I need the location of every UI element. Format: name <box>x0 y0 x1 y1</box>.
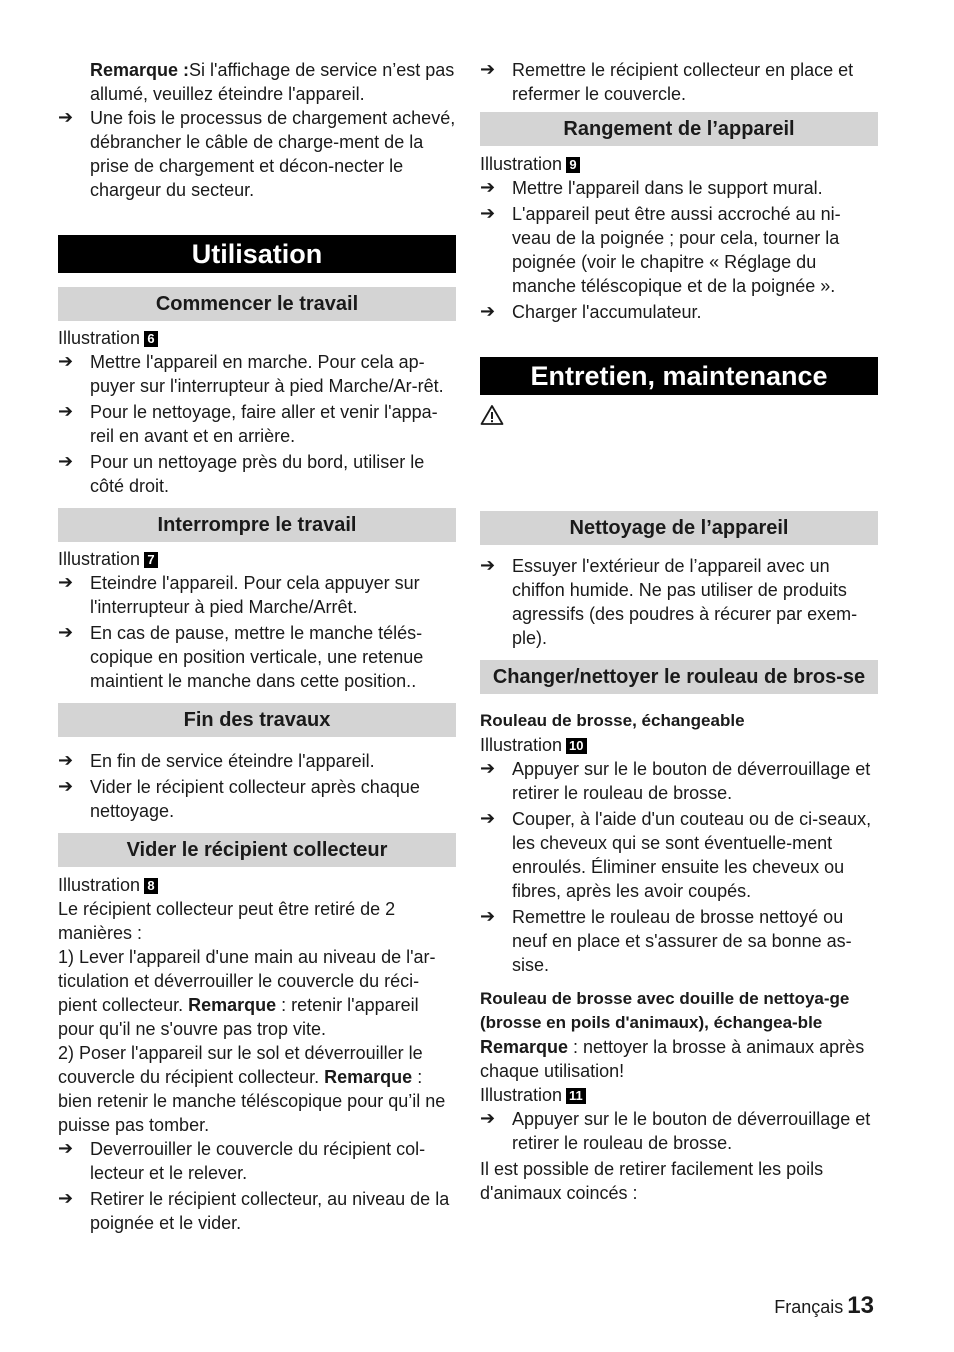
arrow-right-icon: ➔ <box>480 301 496 322</box>
left-column <box>58 58 456 1237</box>
list-item: ➔ Vider le récipient collecteur après chaque nettoyage. <box>58 776 420 821</box>
heading-rangement: Rangement de l’appareil <box>480 112 878 146</box>
arrow-right-icon: ➔ <box>58 750 74 771</box>
illustration-ref: Illustration 9 <box>480 152 878 176</box>
list-item: ➔ En fin de service éteindre l'appareil. <box>58 750 375 771</box>
heading-changer: Changer/nettoyer le rouleau de bros-se <box>480 660 878 694</box>
heading-commencer: Commencer le travail <box>58 287 456 321</box>
list-item: ➔ Appuyer sur le le bouton de déverrouillage et retirer le rouleau de brosse. <box>480 1108 871 1153</box>
illustration-ref: Illustration 10 <box>480 733 878 757</box>
arrow-right-icon: ➔ <box>58 1188 74 1209</box>
step-paragraph: 2) Poser l'appareil sur le sol et déverrouiller le couvercle du récipient collecteur. Remarque : bien retenir le manche téléscopique pour qu’il ne puisse pas tomber. <box>58 1043 446 1135</box>
list-item: ➔ En cas de pause, mettre le manche télés-copique en position verticale, une retenue maintient le manche dans cette position.. <box>58 622 424 691</box>
arrow-right-icon: ➔ <box>480 906 496 927</box>
list-item: ➔ Charger l'accumulateur. <box>480 301 702 322</box>
list-item: ➔ Mettre l'appareil en marche. Pour cela ap-puyer sur l'interrupteur à pied Marche/Ar-rêt. <box>58 351 444 396</box>
arrow-right-icon: ➔ <box>480 758 496 779</box>
arrow-right-icon: ➔ <box>58 107 74 128</box>
arrow-right-icon: ➔ <box>58 622 74 643</box>
illustration-number: 6 <box>144 331 158 347</box>
illustration-ref: Illustration 7 <box>58 547 456 571</box>
arrow-right-icon: ➔ <box>480 203 496 224</box>
remarque-paragraph: Remarque : nettoyer la brosse à animaux après chaque utilisation! <box>480 1037 865 1081</box>
illustration-number: 7 <box>144 552 158 568</box>
heading-nettoyage: Nettoyage de l’appareil <box>480 511 878 545</box>
arrow-right-icon: ➔ <box>480 59 496 80</box>
list-item: ➔ Pour le nettoyage, faire aller et venir l'appa-reil en avant et en arrière. <box>58 401 438 446</box>
illustration-number: 8 <box>144 878 158 894</box>
list-item: ➔ Couper, à l'aide d'un couteau ou de ci-seaux, les cheveux qui se sont éventuelle-ment enroulés. Éliminer ensuite les cheveux ou fibres, après les avoir coupés. <box>480 808 872 901</box>
section-title-entretien: Entretien, maintenance <box>480 357 878 395</box>
arrow-right-icon: ➔ <box>58 1138 74 1159</box>
list-item: ➔ Deverrouiller le couvercle du récipient col-lecteur et le relever. <box>58 1138 426 1183</box>
heading-fin: Fin des travaux <box>58 703 456 737</box>
list-item: ➔ Pour un nettoyage près du bord, utiliser le côté droit. <box>58 451 425 496</box>
illustration-ref: Illustration 11 <box>480 1083 878 1107</box>
arrow-right-icon: ➔ <box>58 451 74 472</box>
illustration-ref: Illustration 6 <box>58 326 456 350</box>
page-number: 13 <box>847 1292 874 1319</box>
arrow-right-icon: ➔ <box>58 351 74 372</box>
list-item: ➔ Appuyer sur le le bouton de déverrouillage et retirer le rouleau de brosse. <box>480 758 871 803</box>
subheading-rouleau: Rouleau de brosse, échangeable <box>480 711 745 730</box>
right-column <box>480 58 878 1205</box>
list-item: ➔ Mettre l'appareil dans le support mural. <box>480 177 823 198</box>
outro-paragraph: Il est possible de retirer facilement les poils d'animaux coincés : <box>480 1159 824 1203</box>
illustration-number: 9 <box>566 157 580 173</box>
section-title-utilisation: Utilisation <box>58 235 456 273</box>
list-item: ➔ Remettre le rouleau de brosse nettoyé ou neuf en place et s'assurer de sa bonne as-sise. <box>480 906 852 975</box>
arrow-right-icon: ➔ <box>58 572 74 593</box>
illustration-number: 11 <box>566 1088 586 1104</box>
illustration-ref: Illustration 8 <box>58 873 456 897</box>
intro-paragraph: Le récipient collecteur peut être retiré de 2 manières : <box>58 899 396 943</box>
list-item: ➔ Retirer le récipient collecteur, au niveau de la poignée et le vider. <box>58 1188 450 1233</box>
step-paragraph: 1) Lever l'appareil d'une main au niveau de l'ar-ticulation et déverrouiller le couvercle du réci-pient collecteur. Remarque : retenir l'appareil pour qu'il ne s'ouvre pas trop vite. <box>58 947 436 1039</box>
arrow-right-icon: ➔ <box>58 401 74 422</box>
arrow-right-icon: ➔ <box>480 555 496 576</box>
arrow-right-icon: ➔ <box>58 776 74 797</box>
arrow-right-icon: ➔ <box>480 177 496 198</box>
remarque-paragraph <box>58 58 456 106</box>
arrow-right-icon: ➔ <box>480 1108 496 1129</box>
list-item: ➔ Eteindre l'appareil. Pour cela appuyer sur l'interrupteur à pied Marche/Arrêt. <box>58 572 420 617</box>
warning-triangle-icon <box>480 404 504 426</box>
subheading-rouleau-animaux: Rouleau de brosse avec douille de nettoya-ge (brosse en poils d'animaux), échangea-ble <box>480 989 850 1032</box>
remarque-text: Si l'affichage de service n’est pas allumé, veuillez éteindre l'appareil. <box>90 60 455 104</box>
arrow-right-icon: ➔ <box>480 808 496 829</box>
page-footer <box>774 1290 874 1323</box>
list-item: ➔ Une fois le processus de chargement achevé, débrancher le câble de charge-ment de la prise de chargement et décon-necter le chargeur du secteur. <box>58 107 456 200</box>
remarque-label: Remarque : <box>90 60 190 80</box>
heading-vider: Vider le récipient collecteur <box>58 833 456 867</box>
list-item: ➔ Remettre le récipient collecteur en place et refermer le couvercle. <box>480 59 854 104</box>
heading-interrompre: Interrompre le travail <box>58 508 456 542</box>
list-item: ➔ L'appareil peut être aussi accroché au ni-veau de la poignée ; pour cela, tourner la poignée (voir le chapitre « Réglage du manche téléscopique et de la poignée ». <box>480 203 841 296</box>
footer-language: Français <box>774 1297 844 1317</box>
illustration-number: 10 <box>566 738 586 754</box>
list-item: ➔ Essuyer l'extérieur de l’appareil avec un chiffon humide. Ne pas utiliser de produits agressifs (des poudres à récurer par exem-ple). <box>480 555 858 648</box>
